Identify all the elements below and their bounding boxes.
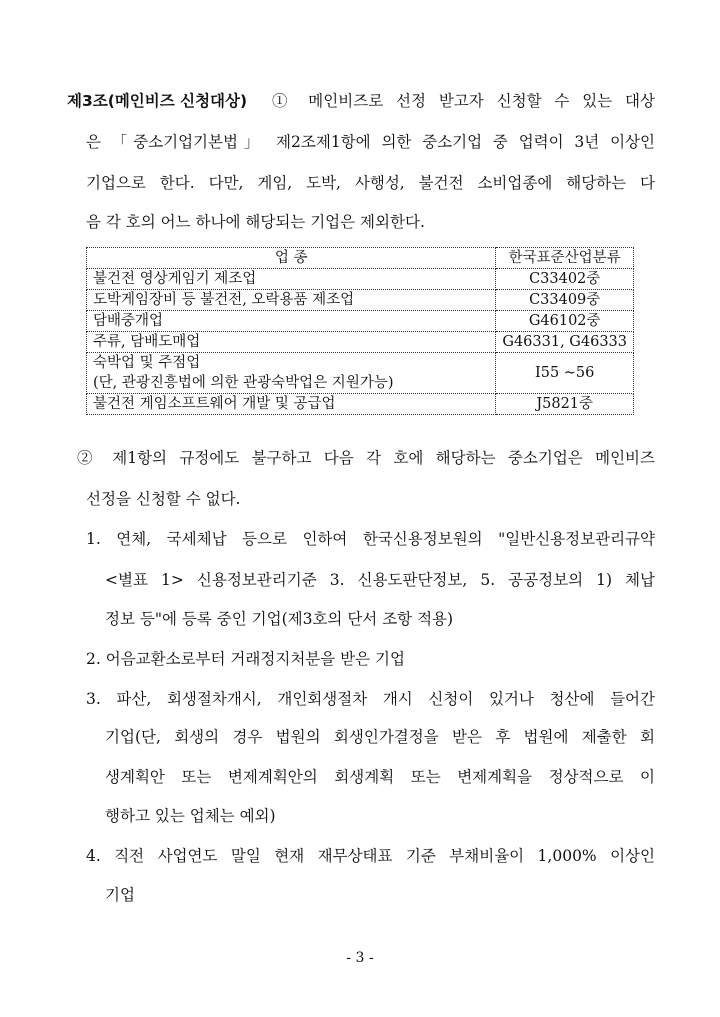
item-1-line: 정보 등"에 등록 중인 기업(제3호의 단서 조항 적용) <box>105 610 454 628</box>
article-heading: 제3조(메인비즈 신청대상) <box>67 92 248 110</box>
industry-code: I55 ~56 <box>496 353 634 394</box>
item-1-line: 1. 연체, 국세체납 등으로 인하여 한국신용정보원의 "일반신용정보관리규약 <box>86 530 655 548</box>
item-3-line: 기업(단, 회생의 경우 법원의 회생인가결정을 받은 후 법원에 제출한 회 <box>105 728 655 746</box>
table-row <box>87 311 634 332</box>
item-3-line: 생계획안 또는 변제계획안의 회생계획 또는 변제계획을 정상적으로 이 <box>105 768 655 786</box>
table-row <box>87 332 634 353</box>
item-3-line: 3. 파산, 회생절차개시, 개인회생절차 개시 신청이 있거나 청산에 들어간 <box>86 690 655 708</box>
item-4-line: 기업 <box>105 886 135 904</box>
paragraph-2-line: 선정을 신청할 수 없다. <box>86 490 241 508</box>
industry-name-note: (단, 관광진흥법에 의한 관광숙박업은 지원가능) <box>93 375 394 391</box>
industry-name: 도박게임장비 등 불건전, 오락용품 제조업 <box>87 290 496 311</box>
table-row <box>87 269 634 290</box>
item-3-line: 행하고 있는 업체는 예외) <box>105 807 276 825</box>
paragraph-1-line: 기업으로 한다. 다만, 게임, 도박, 사행성, 불건전 소비업종에 해당하는 다 <box>86 174 655 192</box>
table-row <box>87 394 634 415</box>
industry-code: J5821중 <box>496 394 634 415</box>
table-header-row <box>87 248 634 269</box>
excluded-industries-table <box>86 247 634 415</box>
paragraph-1-line: 음 각 호의 어느 하나에 해당되는 기업은 제외한다. <box>86 213 425 231</box>
page-number: - 3 - <box>346 950 374 966</box>
industry-name: 주류, 담배도매업 <box>87 332 496 353</box>
item-1-line: <별표 1> 신용정보관리기준 3. 신용도판단정보, 5. 공공정보의 1) 체납 <box>105 571 655 589</box>
industry-name <box>87 353 496 394</box>
industry-code: G46102중 <box>496 311 634 332</box>
table-row <box>87 353 634 394</box>
industry-name: 담배중개업 <box>87 311 496 332</box>
paragraph-2-line: ② 제1항의 규정에도 불구하고 다음 각 호에 해당하는 중소기업은 메인비즈 <box>77 449 655 467</box>
industry-name: 불건전 영상게임기 제조업 <box>87 269 496 290</box>
table-row <box>87 290 634 311</box>
table-header-industry: 업 종 <box>87 248 496 269</box>
industry-code: C33409중 <box>496 290 634 311</box>
industry-name-line: 숙박업 및 주점업 <box>93 355 201 371</box>
table-header-ksic: 한국표준산업분류 <box>496 248 634 269</box>
industry-name: 불건전 게임소프트웨어 개발 및 공급업 <box>87 394 496 415</box>
paragraph-1-line: 은 「중소기업기본법」 제2조제1항에 의한 중소기업 중 업력이 3년 이상인 <box>86 133 655 151</box>
industry-code: C33402중 <box>496 269 634 290</box>
industry-code: G46331, G46333 <box>496 332 634 353</box>
paragraph-1-line: ① 메인비즈로 선정 받고자 신청할 수 있는 대상 <box>272 92 655 110</box>
item-4-line: 4. 직전 사업연도 말일 현재 재무상태표 기준 부채비율이 1,000% 이상인 <box>86 847 655 865</box>
item-2-line: 2. 어음교환소로부터 거래정지처분을 받은 기업 <box>86 650 405 668</box>
